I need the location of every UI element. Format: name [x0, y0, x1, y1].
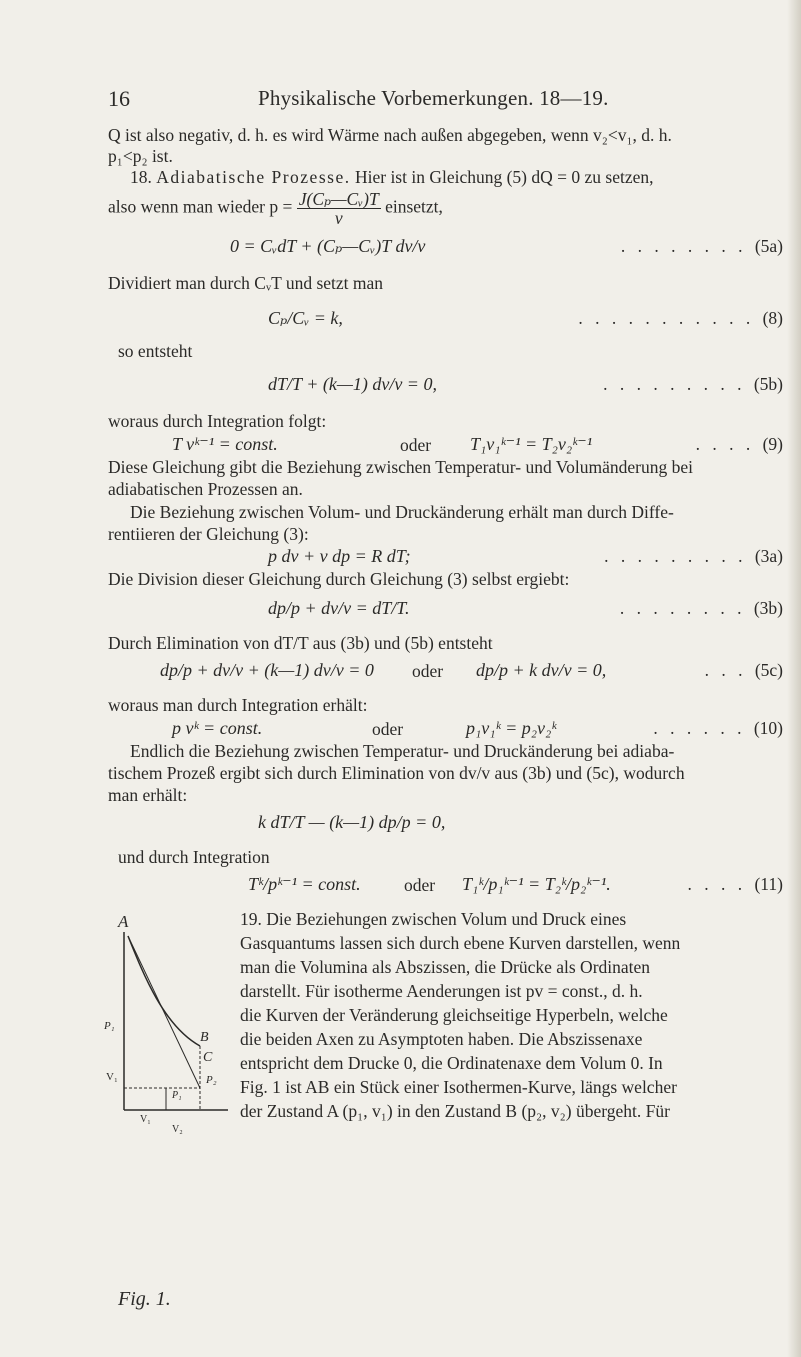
figure-label-c: C	[203, 1050, 213, 1065]
section-18-heading	[130, 166, 654, 188]
section-19-line-9: der Zustand A (p₁, v₁) in den Zustand B (p₂, v₂) übergeht. Für	[240, 1101, 670, 1121]
text-line-8: Diese Gleichung gibt die Beziehung zwischen Temperatur- und Volumänderung bei	[108, 457, 694, 477]
equation-8: Cₚ/Cᵥ = k,	[268, 308, 343, 328]
substitution-suffix: einsetzt,	[385, 196, 443, 217]
equation-5c-right: dp/p + k dv/v = 0,	[476, 660, 607, 680]
equation-9-left: T vᵏ⁻¹ = const.	[172, 434, 278, 454]
section-19-line-5: die Kurven der Veränderung gleichseitige Hyperbeln, welche	[240, 1005, 668, 1025]
equation-10-right: p₁v₁ᵏ = p₂v₂ᵏ	[466, 718, 557, 738]
equation-11-right: T₁ᵏ/p₁ᵏ⁻¹ = T₂ᵏ/p₂ᵏ⁻¹.	[462, 874, 611, 894]
text-line-17: man erhält:	[108, 785, 188, 805]
equation-3b: dp/p + dv/v = dT/T.	[268, 598, 410, 618]
text-line-13: Durch Elimination von dT/T aus (3b) und (5b) entsteht	[108, 633, 493, 653]
figure-label-v: V₁	[106, 1071, 118, 1083]
equation-5a-number: . . . . . . . . (5a)	[620, 236, 783, 256]
text-line-11: rentiieren der Gleichung (3):	[108, 524, 309, 544]
equation-3a-number: . . . . . . . . . (3a)	[604, 546, 783, 566]
figure-label-p1-lower: P₁	[172, 1090, 182, 1101]
text-line-12: Die Division dieser Gleichung durch Gleichung (3) selbst ergiebt:	[108, 569, 570, 589]
section-number: 18.	[130, 167, 152, 187]
equation-3b-number: . . . . . . . . (3b)	[619, 598, 783, 618]
pressure-fraction	[297, 190, 381, 227]
text-line-4	[108, 190, 443, 227]
substitution-prefix: also wenn man wieder p =	[108, 196, 293, 217]
equation-kt: k dT/T — (k—1) dp/p = 0,	[258, 812, 446, 832]
equation-3a: p dv + v dp = R dT;	[268, 546, 411, 566]
section-19-line-1: 19. Die Beziehungen zwischen Volum und Druck eines	[240, 909, 627, 929]
equation-5a: 0 = CᵥdT + (Cₚ—Cᵥ)T dv/v	[230, 236, 426, 256]
section-19-line-8: Fig. 1 ist AB ein Stück einer Isothermen-Kurve, längs welcher	[240, 1077, 677, 1097]
text-line-9: adiabatischen Prozessen an.	[108, 479, 303, 499]
equation-11-oder: oder	[404, 875, 436, 895]
equation-9-oder: oder	[400, 435, 432, 455]
section-19-line-7: entspricht dem Drucke 0, die Ordinatenaxe dem Volum 0. In	[240, 1053, 663, 1073]
section-text: Hier ist in Gleichung (5) dQ = 0 zu setzen,	[354, 167, 654, 187]
equation-11-left: Tᵏ/pᵏ⁻¹ = const.	[248, 874, 361, 894]
text-line-5: Dividiert man durch CᵥT und setzt man	[108, 273, 384, 293]
figure-label-p1: P₁	[104, 1020, 115, 1032]
text-line-14: woraus man durch Integration erhält:	[108, 695, 368, 715]
fraction-numerator: J(Cₚ—Cᵥ)T	[298, 189, 379, 209]
equation-5c-left: dp/p + dv/v + (k—1) dv/v = 0	[160, 660, 374, 680]
equation-5b: dT/T + (k—1) dv/v = 0,	[268, 374, 437, 394]
adiabat-line	[128, 936, 200, 1088]
section-19-line-4: darstellt. Für isotherme Aenderungen ist pv = const., d. h.	[240, 981, 643, 1001]
text-line-15: Endlich die Beziehung zwischen Temperatur- und Druckänderung bei adiaba-	[130, 741, 675, 761]
fraction-denominator: v	[334, 208, 343, 228]
equation-5c-number: . . . (5c)	[704, 660, 783, 680]
equation-10-left: p vᵏ = const.	[172, 718, 263, 738]
section-title: Adiabatische Prozesse.	[156, 167, 351, 187]
equation-8-number: . . . . . . . . . . . (8)	[578, 308, 783, 328]
figure-label-b: B	[200, 1030, 209, 1045]
running-title: Physikalische Vorbemerkungen. 18—19.	[258, 86, 609, 110]
page-edge-shadow	[787, 0, 801, 1357]
equation-9-right: T₁v₁ᵏ⁻¹ = T₂v₂ᵏ⁻¹	[470, 434, 593, 454]
text-line-7: woraus durch Integration folgt:	[108, 411, 327, 431]
section-19-line-2: Gasquantums lassen sich durch ebene Kurven darstellen, wenn	[240, 933, 681, 953]
section-19-line-6: die beiden Axen zu Asymptoten haben. Die Abszissenaxe	[240, 1029, 643, 1049]
section-19-line-3: man die Volumina als Abszissen, die Drücke als Ordinaten	[240, 957, 651, 977]
text-line-10: Die Beziehung zwischen Volum- und Druckänderung erhält man durch Diffe-	[130, 502, 674, 522]
equation-5b-number: . . . . . . . . . (5b)	[603, 374, 783, 394]
text-line-6: so entsteht	[118, 341, 193, 361]
equation-10-oder: oder	[372, 719, 404, 739]
figure-label-v1: V₁	[140, 1114, 151, 1125]
equation-10-number: . . . . . . (10)	[653, 718, 783, 738]
text-line-16: tischem Prozeß ergibt sich durch Elimination von dv/v aus (3b) und (5c), wodurch	[108, 763, 685, 783]
text-line-2: p₁<p₂ ist.	[108, 146, 173, 166]
text-line-18: und durch Integration	[118, 847, 270, 867]
text-line-1: Q ist also negativ, d. h. es wird Wärme nach außen abgegeben, wenn v₂<v₁, d. h.	[108, 125, 672, 145]
figure-label-a: A	[118, 912, 129, 931]
equation-11-number: . . . . (11)	[687, 874, 783, 894]
page-number: 16	[108, 86, 130, 111]
equation-9-number: . . . . (9)	[695, 434, 783, 454]
figure-caption: Fig. 1.	[118, 1288, 171, 1310]
isotherm-curve	[128, 936, 200, 1046]
figure-label-v2: V₂	[172, 1124, 183, 1135]
figure-1-isotherm-diagram	[100, 896, 240, 1136]
figure-label-p2: P₂	[206, 1074, 217, 1086]
equation-5c-oder: oder	[412, 661, 444, 681]
